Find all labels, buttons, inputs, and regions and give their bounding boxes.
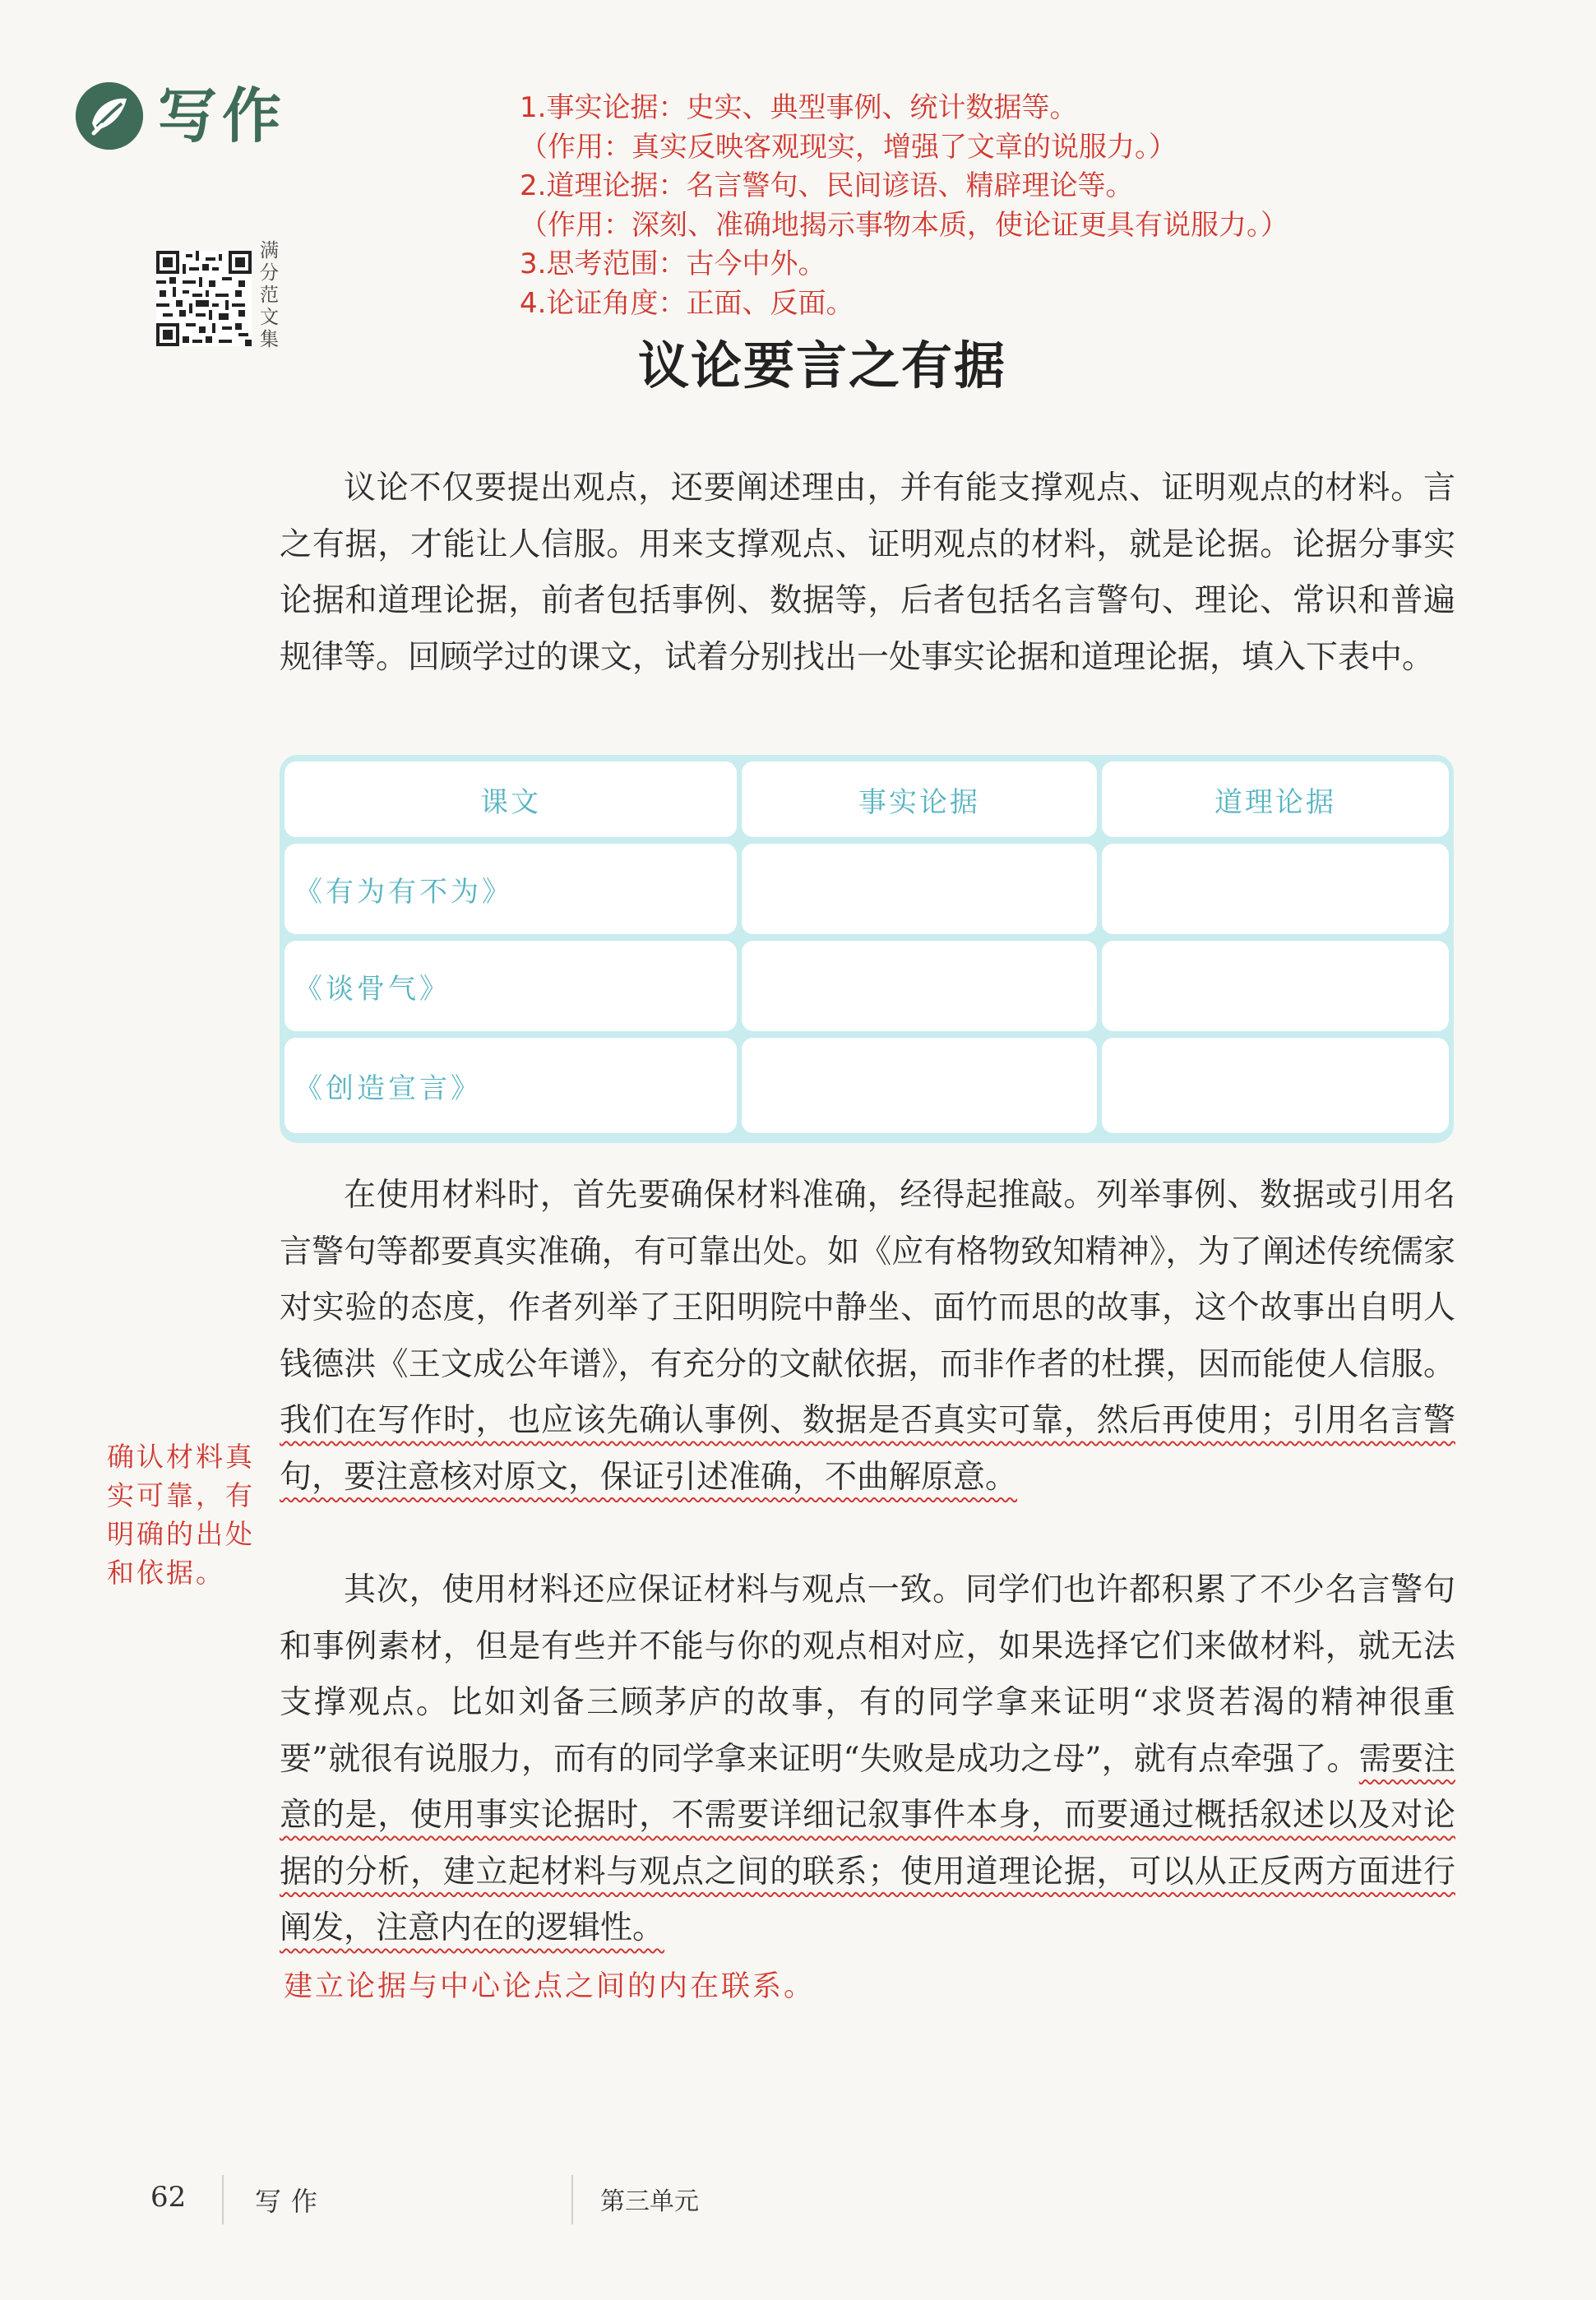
leaf-pen-icon xyxy=(76,82,143,150)
table-input-cell[interactable] xyxy=(1102,1038,1449,1133)
footer-divider xyxy=(571,2175,573,2224)
paragraph-text: 其次，使用材料还应保证材料与观点一致。同学们也许都积累了不少名言警句和事例素材，但是有些并不能与你的观点相对应，如果选择它们来做材料，就无法支撑观点。比如刘备三顾茅庐的故事，有的同学拿来证明“求贤若渴的精神很重要”就很有说服力，而有的同学拿来证明“失败是成功之母”，就有点牵强了。 xyxy=(280,1571,1455,1778)
section-title: 写作 xyxy=(158,81,287,150)
paragraph-text: 在使用材料时，首先要确保材料准确，经得起推敲。列举事例、数据或引用名言警句等都要真实准确，有可靠出处。如《应有格物致知精神》，为了阐述传统儒家对实验的态度，作者列举了王阳明院中静坐、面竹而思的故事，这个故事出自明人钱德洪《王文成公年谱》，有充分的文献依据，而非作者的杜撰，因而能使人信服。 xyxy=(280,1177,1455,1383)
paragraph-intro: 议论不仅要提出观点，还要阐述理由，并有能支撑观点、证明观点的材料。言之有据，才能让人信服。用来支撑观点、证明观点的材料，就是论据。论据分事实论据和道理论据，前者包括事例、数据等，后者包括名言警句、理论、常识和普遍规律等。回顾学过的课文，试着分别找出一处事实论据和道理论据，填入下表中。 xyxy=(280,470,1455,676)
note-line: 3.思考范围：古今中外。 xyxy=(520,248,826,280)
table-input-cell[interactable] xyxy=(742,844,1097,934)
note-line: （作用：真实反映客观现实，增强了文章的说服力。） xyxy=(520,130,1177,164)
underlined-text: 我们在写作时，也应该先确认事例、数据是否真实可靠，然后再使用；引用名言警句，要注意核对原文，保证引述准确，不曲解原意。 xyxy=(280,1402,1455,1496)
margin-note: 建立论据与中心论点之间的内在联系。 xyxy=(284,1970,816,2003)
page-number: 62 xyxy=(150,2181,187,2214)
table-header-cell: 课文 xyxy=(285,761,737,837)
paragraph-accuracy xyxy=(280,1168,1455,1506)
footer-divider xyxy=(222,2175,224,2224)
note-line: 4.论证角度：正面、反面。 xyxy=(520,286,854,320)
table-row-label: 《有为有不为》 xyxy=(285,844,737,934)
table-input-cell[interactable] xyxy=(1102,844,1449,934)
footer-unit: 第三单元 xyxy=(600,2187,699,2216)
table-input-cell[interactable] xyxy=(742,941,1097,1031)
table-header-cell: 事实论据 xyxy=(742,761,1097,837)
margin-note: 确认材料真实可靠，有明确的出处和依据。 xyxy=(107,1441,255,1589)
underlined-text: 需要注意的是，使用事实论据时，不需要详细记叙事件本身，而要通过概括叙述以及对论据的分析，建立起材料与观点之间的联系；使用道理论据，可以从正反两方面进行阐发，注意内在的逻辑性。 xyxy=(280,1740,1455,1946)
page-title-wrapper xyxy=(0,325,1596,398)
table-row-label: 《谈骨气》 xyxy=(285,941,737,1031)
evidence-table xyxy=(280,755,1454,1143)
page-title: 议论要言之有据 xyxy=(637,336,1006,396)
qr-caption: 满分范文集 xyxy=(260,240,279,350)
note-line: （作用：深刻、准确地揭示事物本质，使论证更具有说服力。） xyxy=(520,208,1288,242)
note-line: 2.道理论据：名言警句、民间谚语、精辟理论等。 xyxy=(520,169,1134,202)
table-header-cell: 道理论据 xyxy=(1102,761,1449,837)
footer-section: 写作 xyxy=(255,2186,328,2217)
paragraph-consistency xyxy=(280,1562,1455,1957)
table-input-cell[interactable] xyxy=(1102,941,1449,1031)
handwritten-notes xyxy=(520,89,1288,323)
table-input-cell[interactable] xyxy=(742,1038,1097,1133)
table-row-label: 《创造宣言》 xyxy=(285,1038,737,1133)
note-line: 1.事实论据：史实、典型事例、统计数据等。 xyxy=(520,91,1078,124)
